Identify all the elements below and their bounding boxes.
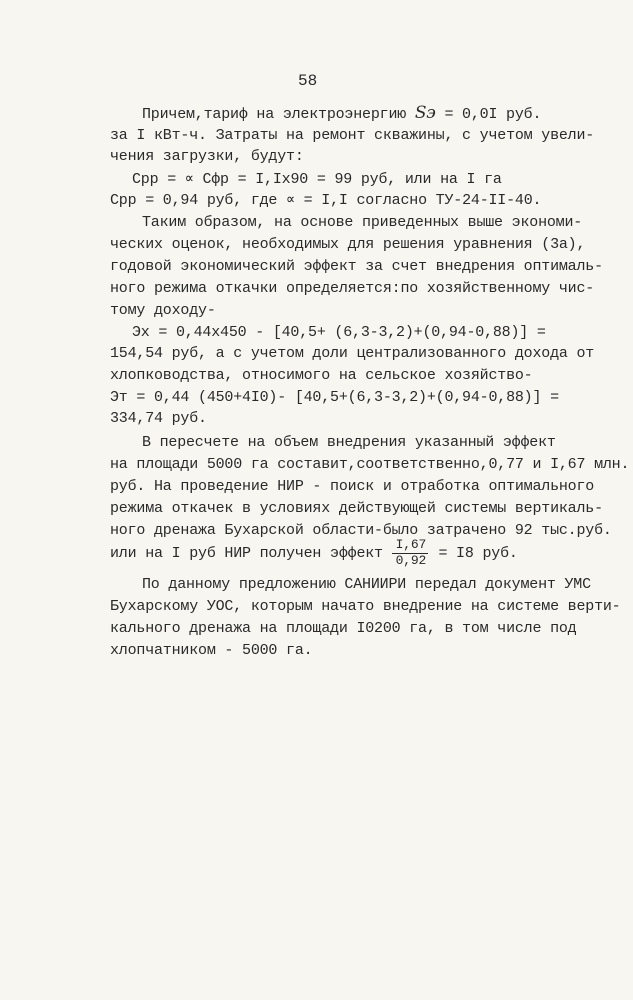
formula-effect-et: Эт = 0,44 (450+4I0)- [40,5+(6,3-3,2)+(0,94-0,88)] =	[110, 389, 559, 406]
text-line-24: кального дренажа на площади I0200 га, в том числе под	[110, 620, 577, 637]
text-line-23: Бухарскому УОС, которым начато внедрение на системе верти-	[110, 598, 621, 615]
text-line-3: чения загрузки, будут:	[110, 148, 304, 165]
formula-repair-cost: Cрр = ∝ Cфр = I,Iх90 = 99 руб, или на I га	[132, 171, 502, 188]
text-line-19: режима откачек в условиях действующей системы вертикаль-	[110, 500, 603, 517]
text-line-7: ческих оценок, необходимых для решения уравнения (3а),	[110, 236, 586, 253]
tariff-symbol: Sэ	[414, 103, 436, 123]
text-line-21-end: = I8 руб.	[429, 544, 518, 562]
formula-effect-ex: Эх = 0,44х450 - [40,5+ (6,3-3,2)+(0,94-0,88)] =	[132, 324, 546, 341]
text-line-10: тому доходу-	[110, 302, 216, 319]
formula-repair-cost-per-ha: Cрр = 0,94 руб, где ∝ = I,I согласно ТУ-24-II-40.	[110, 192, 542, 209]
text-line-1-end: = 0,0I руб.	[435, 106, 542, 123]
effect-fraction	[392, 537, 430, 568]
text-line-8: годовой экономический эффект за счет внедрения оптималь-	[110, 258, 603, 275]
text-line-18: руб. На проведение НИР - поиск и отработка оптимального	[110, 478, 595, 495]
text-line-21	[110, 537, 518, 568]
text-line-25: хлопчатником - 5000 га.	[110, 642, 313, 659]
text-line-1-start: Причем,тариф на электроэнергию	[142, 106, 415, 123]
text-line-9: ного режима откачки определяется:по хозяйственному чис-	[110, 280, 595, 297]
page-number: 58	[298, 72, 318, 90]
text-line-16: В пересчете на объем внедрения указанный эффект	[142, 434, 556, 451]
fraction-numerator: I,67	[395, 537, 427, 552]
text-line-2: за I кВт-ч. Затраты на ремонт скважины, с учетом увели-	[110, 127, 595, 144]
text-line-17: на площади 5000 га составит,соответственно,0,77 и I,67 млн.	[110, 456, 630, 473]
text-line-6: Таким образом, на основе приведенных выше экономи-	[142, 214, 583, 231]
text-line-12: 154,54 руб, а с учетом доли централизованного дохода от	[110, 345, 595, 362]
text-line-15: 334,74 руб.	[110, 410, 207, 427]
text-line-20: ного дренажа Бухарской области-было затрачено 92 тыс.руб.	[110, 522, 612, 539]
text-line-22: По данному предложению САНИИРИ передал документ УМС	[142, 576, 591, 593]
text-line-1	[142, 104, 541, 124]
text-line-21-start: или на I руб НИР получен эффект	[110, 544, 392, 562]
fraction-denominator: 0,92	[395, 553, 427, 568]
text-line-13: хлопководства, относимого на сельское хозяйство-	[110, 367, 533, 384]
